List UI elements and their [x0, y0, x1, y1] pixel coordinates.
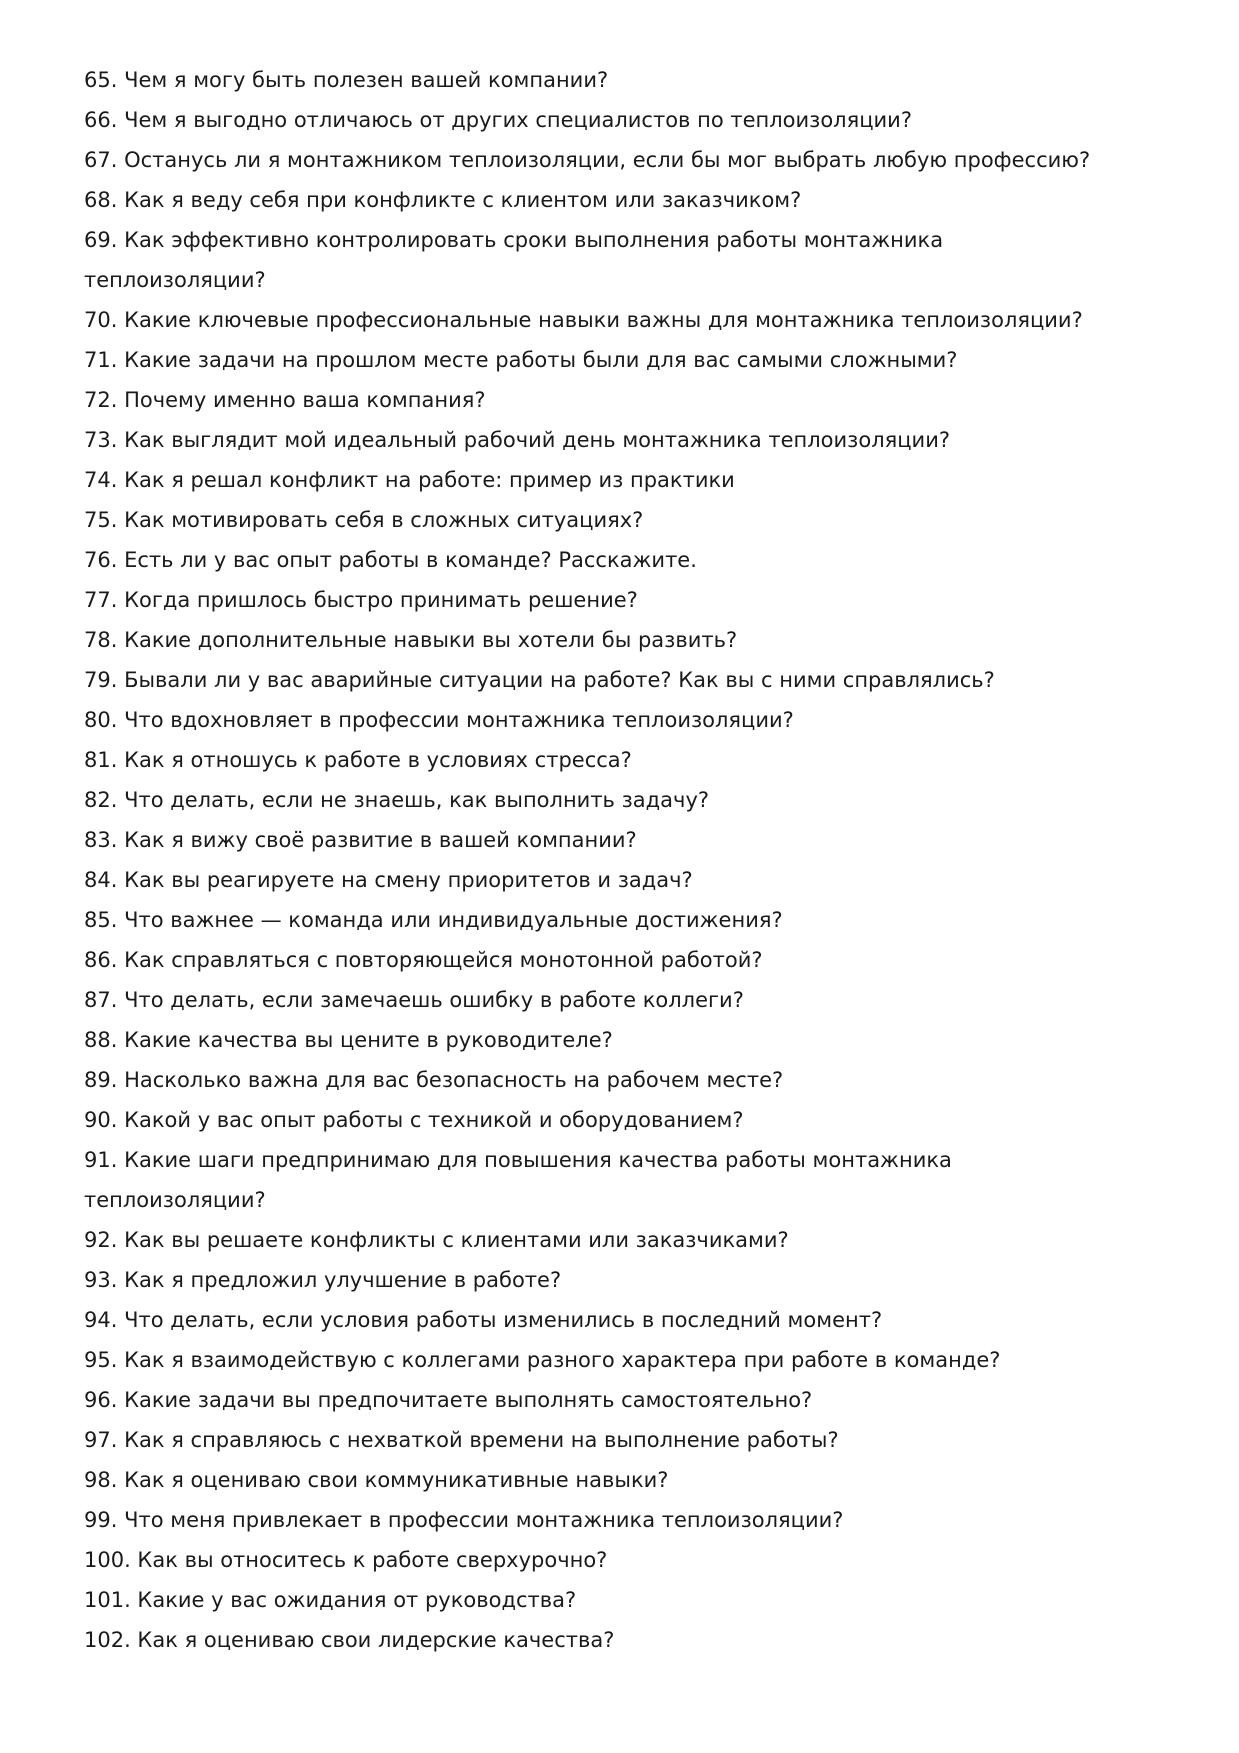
- list-item-81: 81. Как я отношусь к работе в условиях стресса?: [84, 748, 632, 772]
- list-item-86: 86. Как справляться с повторяющейся монотонной работой?: [84, 948, 763, 972]
- list-item-82: 82. Что делать, если не знаешь, как выполнить задачу?: [84, 788, 710, 812]
- list-item-95: 95. Как я взаимодействую с коллегами разного характера при работе в команде?: [84, 1348, 1001, 1372]
- list-item-92: 92. Как вы решаете конфликты с клиентами или заказчиками?: [84, 1228, 789, 1252]
- list-item-98: 98. Как я оцениваю свои коммуникативные навыки?: [84, 1468, 669, 1492]
- list-item-79: 79. Бывали ли у вас аварийные ситуации на работе? Как вы с ними справлялись?: [84, 668, 995, 692]
- list-item-99: 99. Что меня привлекает в профессии монтажника теплоизоляции?: [84, 1508, 844, 1532]
- list-item-85: 85. Что важнее — команда или индивидуальные достижения?: [84, 908, 783, 932]
- list-item-94: 94. Что делать, если условия работы изменились в последний момент?: [84, 1308, 883, 1332]
- list-item-96: 96. Какие задачи вы предпочитаете выполнять самостоятельно?: [84, 1388, 813, 1412]
- list-item-68: 68. Как я веду себя при конфликте с клиентом или заказчиком?: [84, 188, 802, 212]
- list-item-80: 80. Что вдохновляет в профессии монтажника теплоизоляции?: [84, 708, 794, 732]
- list-item-71: 71. Какие задачи на прошлом месте работы были для вас самыми сложными?: [84, 348, 958, 372]
- list-item-100: 100. Как вы относитесь к работе сверхурочно?: [84, 1548, 608, 1572]
- list-item-66: 66. Чем я выгодно отличаюсь от других специалистов по теплоизоляции?: [84, 108, 912, 132]
- list-item-97: 97. Как я справляюсь с нехваткой времени на выполнение работы?: [84, 1428, 839, 1452]
- list-item-87: 87. Что делать, если замечаешь ошибку в работе коллеги?: [84, 988, 744, 1012]
- list-item-101: 101. Какие у вас ожидания от руководства?: [84, 1588, 577, 1612]
- list-item-84: 84. Как вы реагируете на смену приоритетов и задач?: [84, 868, 693, 892]
- list-item-74: 74. Как я решал конфликт на работе: пример из практики: [84, 468, 735, 492]
- list-item-75: 75. Как мотивировать себя в сложных ситуациях?: [84, 508, 644, 532]
- list-item-76: 76. Есть ли у вас опыт работы в команде? Расскажите.: [84, 548, 697, 572]
- list-item-77: 77. Когда пришлось быстро принимать решение?: [84, 588, 638, 612]
- list-item-83: 83. Как я вижу своё развитие в вашей компании?: [84, 828, 637, 852]
- list-item-69: 69. Как эффективно контролировать сроки выполнения работы монтажника теплоизоляции?: [84, 228, 944, 292]
- list-item-102: 102. Как я оцениваю свои лидерские качества?: [84, 1628, 615, 1652]
- question-list: [84, 60, 1164, 1660]
- list-item-70: 70. Какие ключевые профессиональные навыки важны для монтажника теплоизоляции?: [84, 308, 1083, 332]
- list-item-73: 73. Как выглядит мой идеальный рабочий день монтажника теплоизоляции?: [84, 428, 950, 452]
- list-item-78: 78. Какие дополнительные навыки вы хотели бы развить?: [84, 628, 738, 652]
- list-item-88: 88. Какие качества вы цените в руководителе?: [84, 1028, 613, 1052]
- list-item-65: 65. Чем я могу быть полезен вашей компании?: [84, 68, 609, 92]
- list-item-93: 93. Как я предложил улучшение в работе?: [84, 1268, 562, 1292]
- list-item-89: 89. Насколько важна для вас безопасность на рабочем месте?: [84, 1068, 784, 1092]
- list-item-67: 67. Останусь ли я монтажником теплоизоляции, если бы мог выбрать любую профессию?: [84, 148, 1091, 172]
- list-item-91: 91. Какие шаги предпринимаю для повышения качества работы монтажника теплоизоляции?: [84, 1148, 952, 1212]
- list-item-90: 90. Какой у вас опыт работы с техникой и оборудованием?: [84, 1108, 744, 1132]
- list-item-72: 72. Почему именно ваша компания?: [84, 388, 486, 412]
